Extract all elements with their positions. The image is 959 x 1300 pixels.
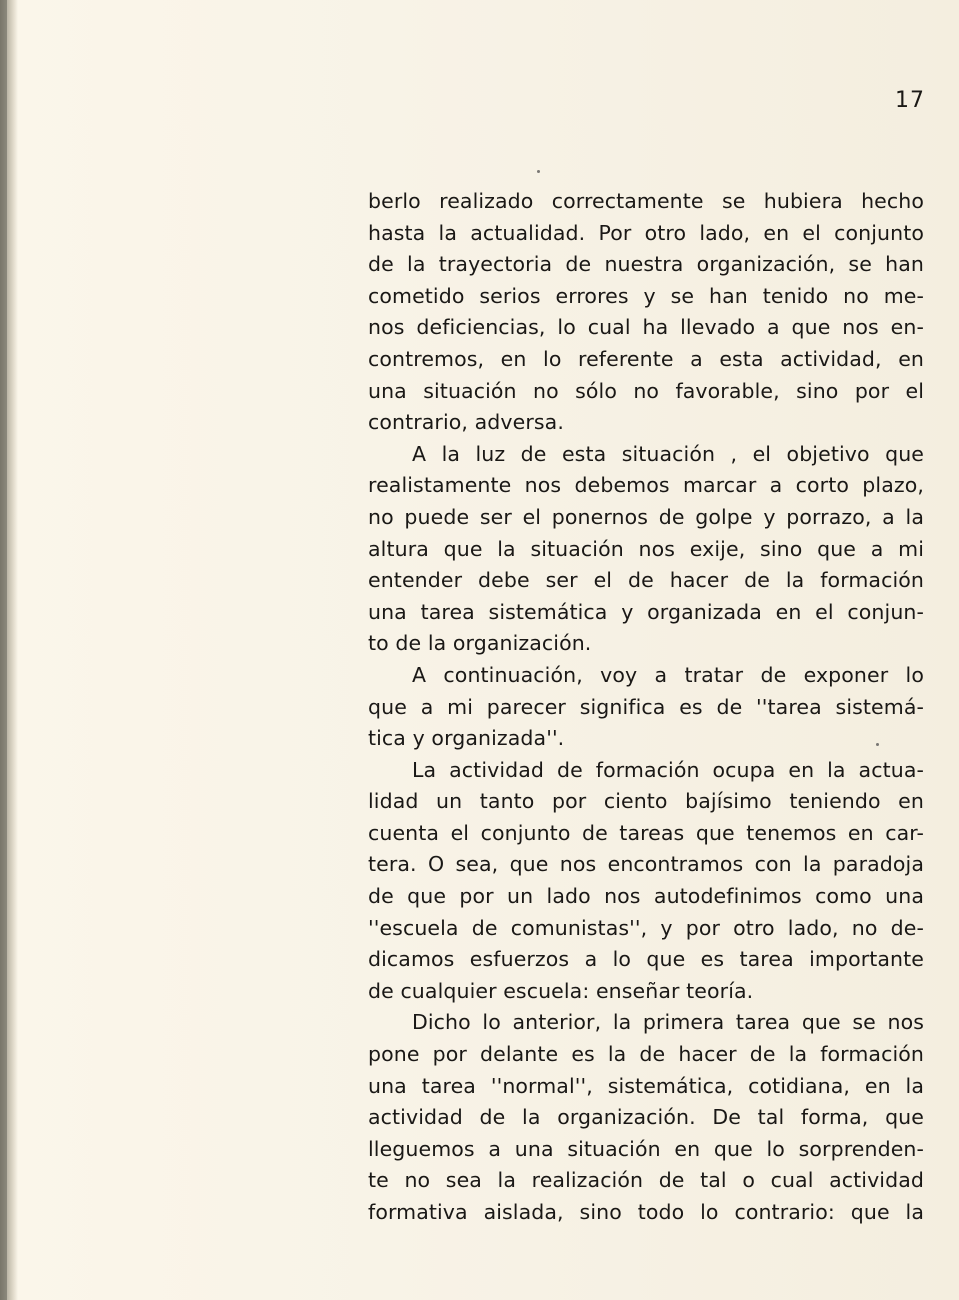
- paragraph: [368, 186, 924, 439]
- text-line: actividad de la organización. De tal forma, que: [368, 1105, 924, 1130]
- text-line: hasta la actualidad. Por otro lado, en el conjunto: [368, 220, 924, 245]
- text-line: to de la organización.: [368, 631, 592, 656]
- text-line: que a mi parecer significa es de ''tarea sistemá-: [368, 694, 924, 719]
- text-line: de la trayectoria de nuestra organización, se han: [368, 252, 924, 277]
- text-line: formativa aislada, sino todo lo contrario: que la: [368, 1200, 924, 1224]
- text-line: A continuación, voy a tratar de exponer lo: [412, 662, 924, 687]
- text-line: La actividad de formación ocupa en la actua-: [412, 757, 924, 782]
- print-speck: [537, 170, 540, 173]
- paragraph: [368, 1007, 924, 1228]
- body-text: [368, 186, 924, 1229]
- text-line: A la luz de esta situación , el objetivo que: [412, 441, 924, 466]
- text-line: una tarea sistemática y organizada en el conjun-: [368, 599, 924, 624]
- text-line: entender debe ser el de hacer de la formación: [368, 568, 924, 593]
- text-line: contremos, en lo referente a esta actividad, en: [368, 346, 924, 371]
- text-line: berlo realizado correctamente se hubiera hecho: [368, 189, 924, 213]
- text-line: ''escuela de comunistas'', y por otro lado, no de-: [368, 915, 924, 940]
- page-number: 17: [895, 88, 925, 113]
- paragraph: [368, 755, 924, 1008]
- text-line: lleguemos a una situación en que lo sorprenden-: [368, 1136, 924, 1161]
- text-line: de que por un lado nos autodefinimos como una: [368, 884, 924, 909]
- text-line: tica y organizada''.: [368, 726, 565, 751]
- text-line: cometido serios errores y se han tenido no me-: [368, 283, 924, 308]
- text-line: no puede ser el ponernos de golpe y porrazo, a la: [368, 504, 924, 529]
- text-line: pone por delante es la de hacer de la formación: [368, 1042, 924, 1067]
- text-line: tera. O sea, que nos encontramos con la paradoja: [368, 852, 924, 877]
- paragraph: [368, 660, 924, 755]
- text-line: te no sea la realización de tal o cual actividad: [368, 1168, 924, 1193]
- text-line: contrario, adversa.: [368, 410, 564, 435]
- text-line: de cualquier escuela: enseñar teoría.: [368, 978, 754, 1003]
- paragraph: [368, 439, 924, 660]
- text-line: realistamente nos debemos marcar a corto plazo,: [368, 473, 924, 498]
- text-line: nos deficiencias, lo cual ha llevado a que nos en-: [368, 315, 924, 340]
- text-line: una tarea ''normal'', sistemática, cotidiana, en la: [368, 1073, 924, 1098]
- text-line: cuenta el conjunto de tareas que tenemos en car-: [368, 820, 924, 845]
- text-line: lidad un tanto por ciento bajísimo teniendo en: [368, 789, 924, 814]
- spine-edge: [0, 0, 7, 1300]
- text-line: dicamos esfuerzos a lo que es tarea importante: [368, 947, 924, 972]
- text-line: una situación no sólo no favorable, sino por el: [368, 378, 924, 403]
- text-line: altura que la situación nos exije, sino que a mi: [368, 536, 924, 561]
- text-line: Dicho lo anterior, la primera tarea que se nos: [412, 1010, 924, 1035]
